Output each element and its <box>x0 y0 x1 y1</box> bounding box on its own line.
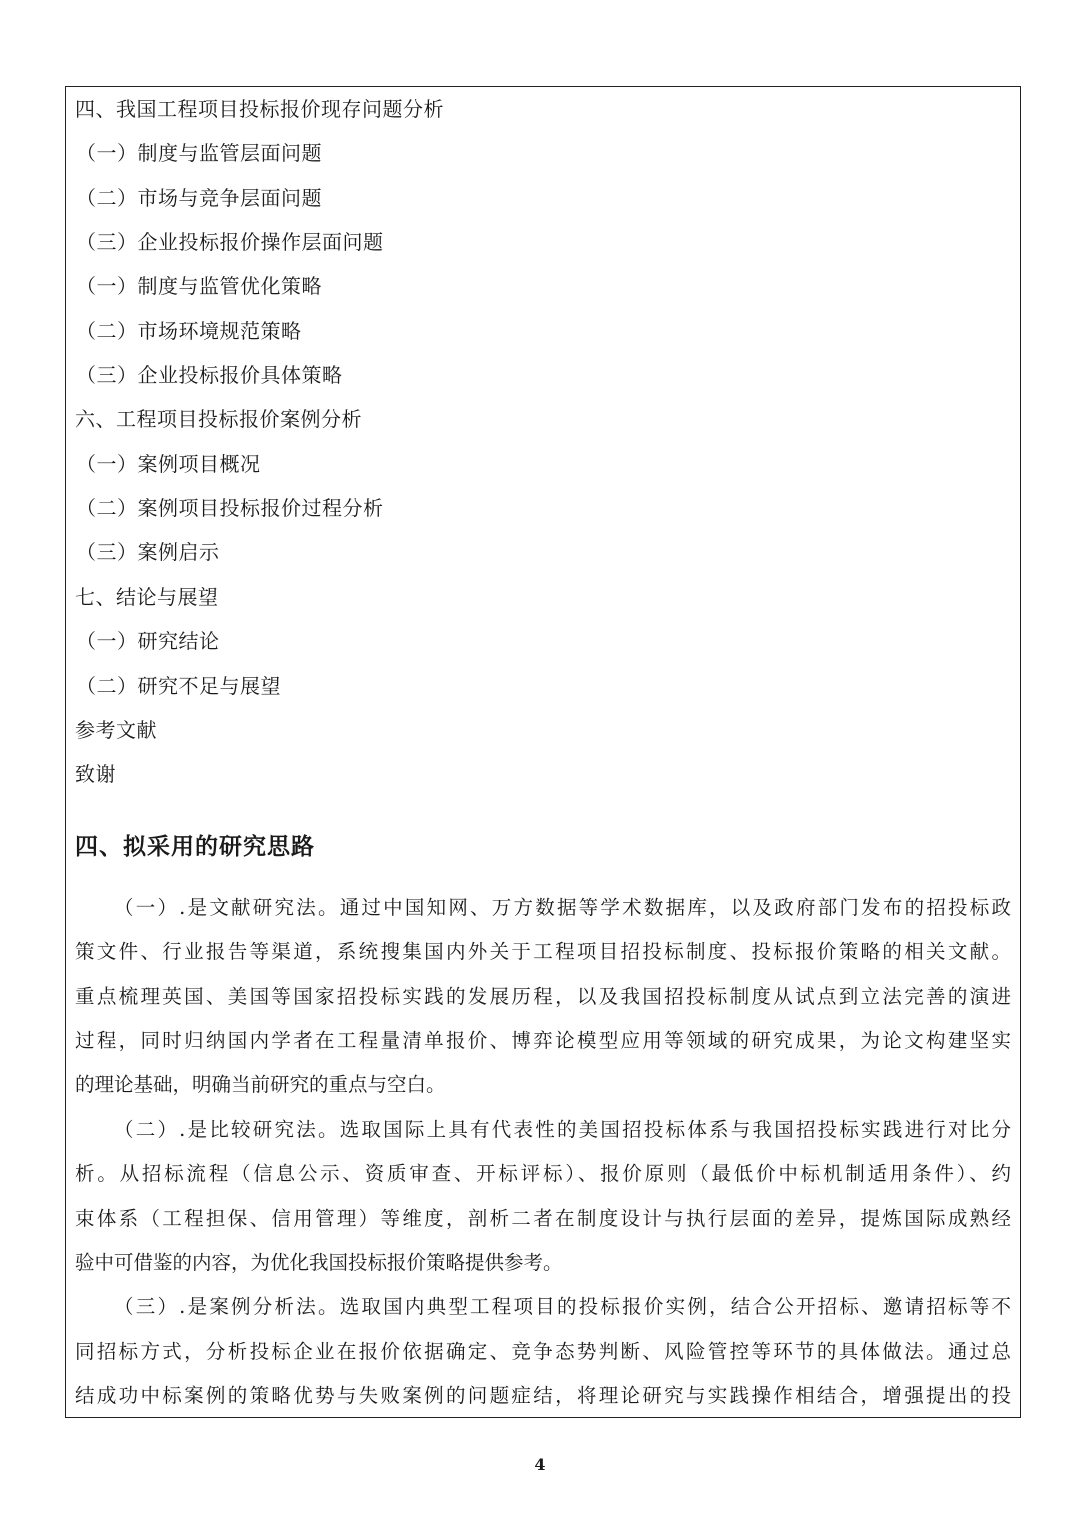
paragraph-line: 析。从招标流程（信息公示、资质审查、开标评标）、报价原则（最低价中标机制适用条件）、约 <box>75 1162 1011 1185</box>
outline-item: （一）制度与监管优化策略 <box>76 274 322 298</box>
paragraph-line: 同招标方式，分析投标企业在报价依据确定、竞争态势判断、风险管控等环节的具体做法。通过总 <box>75 1340 1011 1363</box>
outline-item: 致谢 <box>75 762 116 786</box>
page-number: 4 <box>534 1455 546 1474</box>
outline-item: 六、工程项目投标报价案例分析 <box>75 407 362 431</box>
outline-item: （三）企业投标报价操作层面问题 <box>76 230 384 254</box>
outline-item: （一）案例项目概况 <box>76 452 261 476</box>
outline-item: （二）市场环境规范策略 <box>76 319 302 343</box>
outline-item: （一）制度与监管层面问题 <box>76 141 322 165</box>
outline-item: 四、我国工程项目投标报价现存问题分析 <box>75 97 444 121</box>
paragraph-line: （三）.是案例分析法。选取国内典型工程项目的投标报价实例，结合公开招标、邀请招标等不 <box>114 1295 1011 1318</box>
paragraph-line: （一）.是文献研究法。通过中国知网、万方数据等学术数据库，以及政府部门发布的招投标政 <box>114 896 1011 919</box>
paragraph-line: 结成功中标案例的策略优势与失败案例的问题症结，将理论研究与实践操作相结合，增强提出的投 <box>75 1384 1011 1407</box>
outline-item: （二）案例项目投标报价过程分析 <box>76 496 384 520</box>
outline-item: （二）研究不足与展望 <box>76 674 281 698</box>
outline-item: （三）企业投标报价具体策略 <box>76 363 343 387</box>
paragraph-line: 策文件、行业报告等渠道，系统搜集国内外关于工程项目招投标制度、投标报价策略的相关文献。 <box>75 940 1011 963</box>
outline-item: 七、结论与展望 <box>75 585 219 609</box>
paragraph-line: 重点梳理英国、美国等国家招投标实践的发展历程，以及我国招投标制度从试点到立法完善的演进 <box>75 985 1011 1008</box>
outline-item: （三）案例启示 <box>76 540 220 564</box>
outline-item: 参考文献 <box>75 718 157 742</box>
section-heading: 四、拟采用的研究思路 <box>75 834 315 860</box>
paragraph-line: 束体系（工程担保、信用管理）等维度，剖析二者在制度设计与执行层面的差异，提炼国际成熟经 <box>75 1207 1011 1230</box>
paragraph-line: 过程，同时归纳国内学者在工程量清单报价、博弈论模型应用等领域的研究成果，为论文构建坚实 <box>75 1029 1011 1052</box>
outline-item: （一）研究结论 <box>76 629 220 653</box>
outline-item: （二）市场与竞争层面问题 <box>76 186 322 210</box>
paragraph-line: （二）.是比较研究法。选取国际上具有代表性的美国招投标体系与我国招投标实践进行对比分 <box>114 1118 1011 1141</box>
paragraph-line: 的理论基础，明确当前研究的重点与空白。 <box>75 1073 446 1096</box>
paragraph-line: 验中可借鉴的内容，为优化我国投标报价策略提供参考。 <box>75 1251 563 1274</box>
